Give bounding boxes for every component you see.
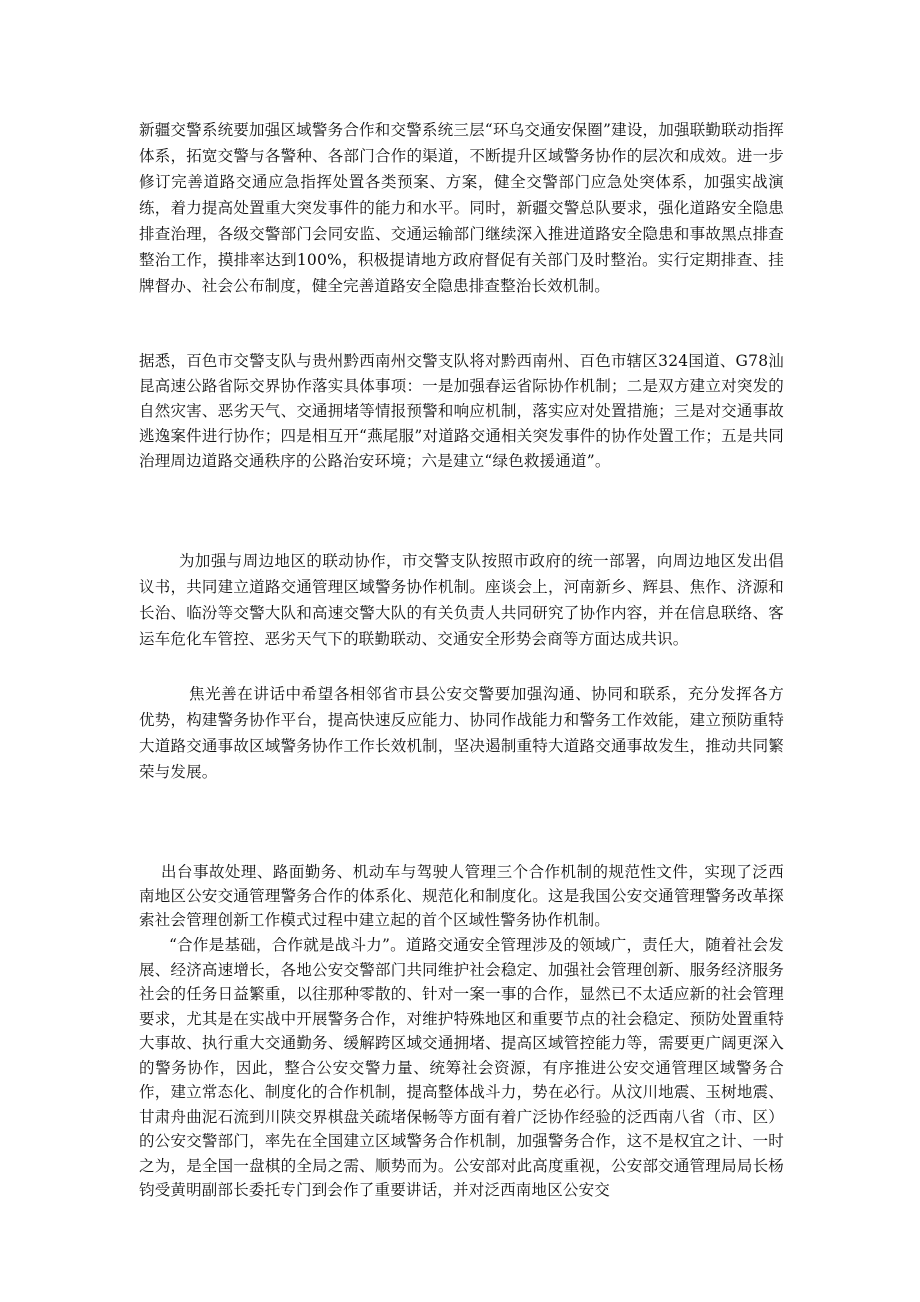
paragraph-baise-guizhou-cooperation: 据悉，百色市交警支队与贵州黔西南州交警支队将对黔西南州、百色市辖区324国道、G78汕昆高速公路省际交界协作落实具体事项：一是加强春运省际协作机制；二是双方建立对突发的自然灾害、恶劣天气、交通拥堵等情报预警和响应机制，落实应对处置措施；三是对交通事故逃逸案件进行协作；四是相互开“燕尾服”对道路交通相关突发事件的协作处置工作；五是共同治理周边道路交通秩序的公路治安环境；六是建立“绿色救援通道”。: [139, 352, 784, 470]
paragraph-cooperation-is-foundation: “合作是基础，合作就是战斗力”。道路交通安全管理涉及的领域广，责任大，随着社会发展、经济高速增长，各地公安交警部门共同维护社会稳定、加强社会管理创新、服务经济服务社会的任务日益繁重，以往那种零散的、针对一案一事的合作，显然已不太适应新的社会管理要求，尤其是在实战中开展警务合作，对维护特殊地区和重要节点的社会稳定、预防处置重特大事故、执行重大交通勤务、缓解跨区域交通拥堵、提高区域管控能力等，需要更广阔更深入的警务协作，因此，整合公安交警力量、统筹社会资源，有序推进公安交通管理区域警务合作，建立常态化、制度化的合作机制，提高整体战斗力，势在必行。从汶川地震、玉树地震、甘肃舟曲泥石流到川陕交界棋盘关疏堵保畅等方面有着广泛协作经验的泛西南八省（市、区）的公安交警部门，率先在全国建立区域警务合作机制，加强警务合作，这不是权宜之计、一时之为，是全国一盘棋的全局之需、顺势而为。公安部对此高度重视，公安部交通管理局局长杨钧受黄明副部长委托专门到会作了重要讲话，并对泛西南地区公安交: [139, 936, 784, 1199]
paragraph-jiao-guangshan-speech: 焦光善在讲话中希望各相邻省市县公安交警要加强沟通、协同和联系，充分发挥各方优势，构建警务协作平台，提高快速反应能力、协同作战能力和警务工作效能，建立预防重特大道路交通事故区域警务协作工作长效机制，坚决遏制重特大道路交通事故发生，推动共同繁荣与发展。: [139, 685, 784, 781]
paragraph-cooperation-mechanism: 出台事故处理、路面勤务、机动车与驾驶人管理三个合作机制的规范性文件，实现了泛西南地区公安交通管理警务合作的体系化、规范化和制度化。这是我国公安交通管理警务改革探索社会管理创新工作模式过程中建立起的首个区域性警务协作机制。: [139, 863, 784, 929]
paragraph-regional-linkage: 为加强与周边地区的联动协作，市交警支队按照市政府的统一部署，向周边地区发出倡议书，共同建立道路交通管理区域警务协作机制。座谈会上，河南新乡、辉县、焦作、济源和长治、临汾等交警大队和高速交警大队的有关负责人共同研究了协作内容，并在信息联络、客运车危化车管控、恶劣天气下的联勤联动、交通安全形势会商等方面达成共识。: [139, 552, 784, 648]
paragraph-xinjiang-traffic-police: 新疆交警系统要加强区域警务合作和交警系统三层“环乌交通安保圈”建设，加强联勤联动指挥体系，拓宽交警与各警种、各部门合作的渠道，不断提升区域警务协作的层次和成效。进一步修订完善道路交通应急指挥处置各类预案、方案，健全交警部门应急处突体系，加强实战演练，着力提高处置重大突发事件的能力和水平。同时，新疆交警总队要求，强化道路安全隐患排查治理，各级交警部门会同安监、交通运输部门继续深入推进道路安全隐患和事故黑点排查整治工作，摸排率达到100%，积极提请地方政府督促有关部门及时整治。实行定期排查、挂牌督办、社会公布制度，健全完善道路安全隐患排查整治长效机制。: [139, 121, 784, 295]
